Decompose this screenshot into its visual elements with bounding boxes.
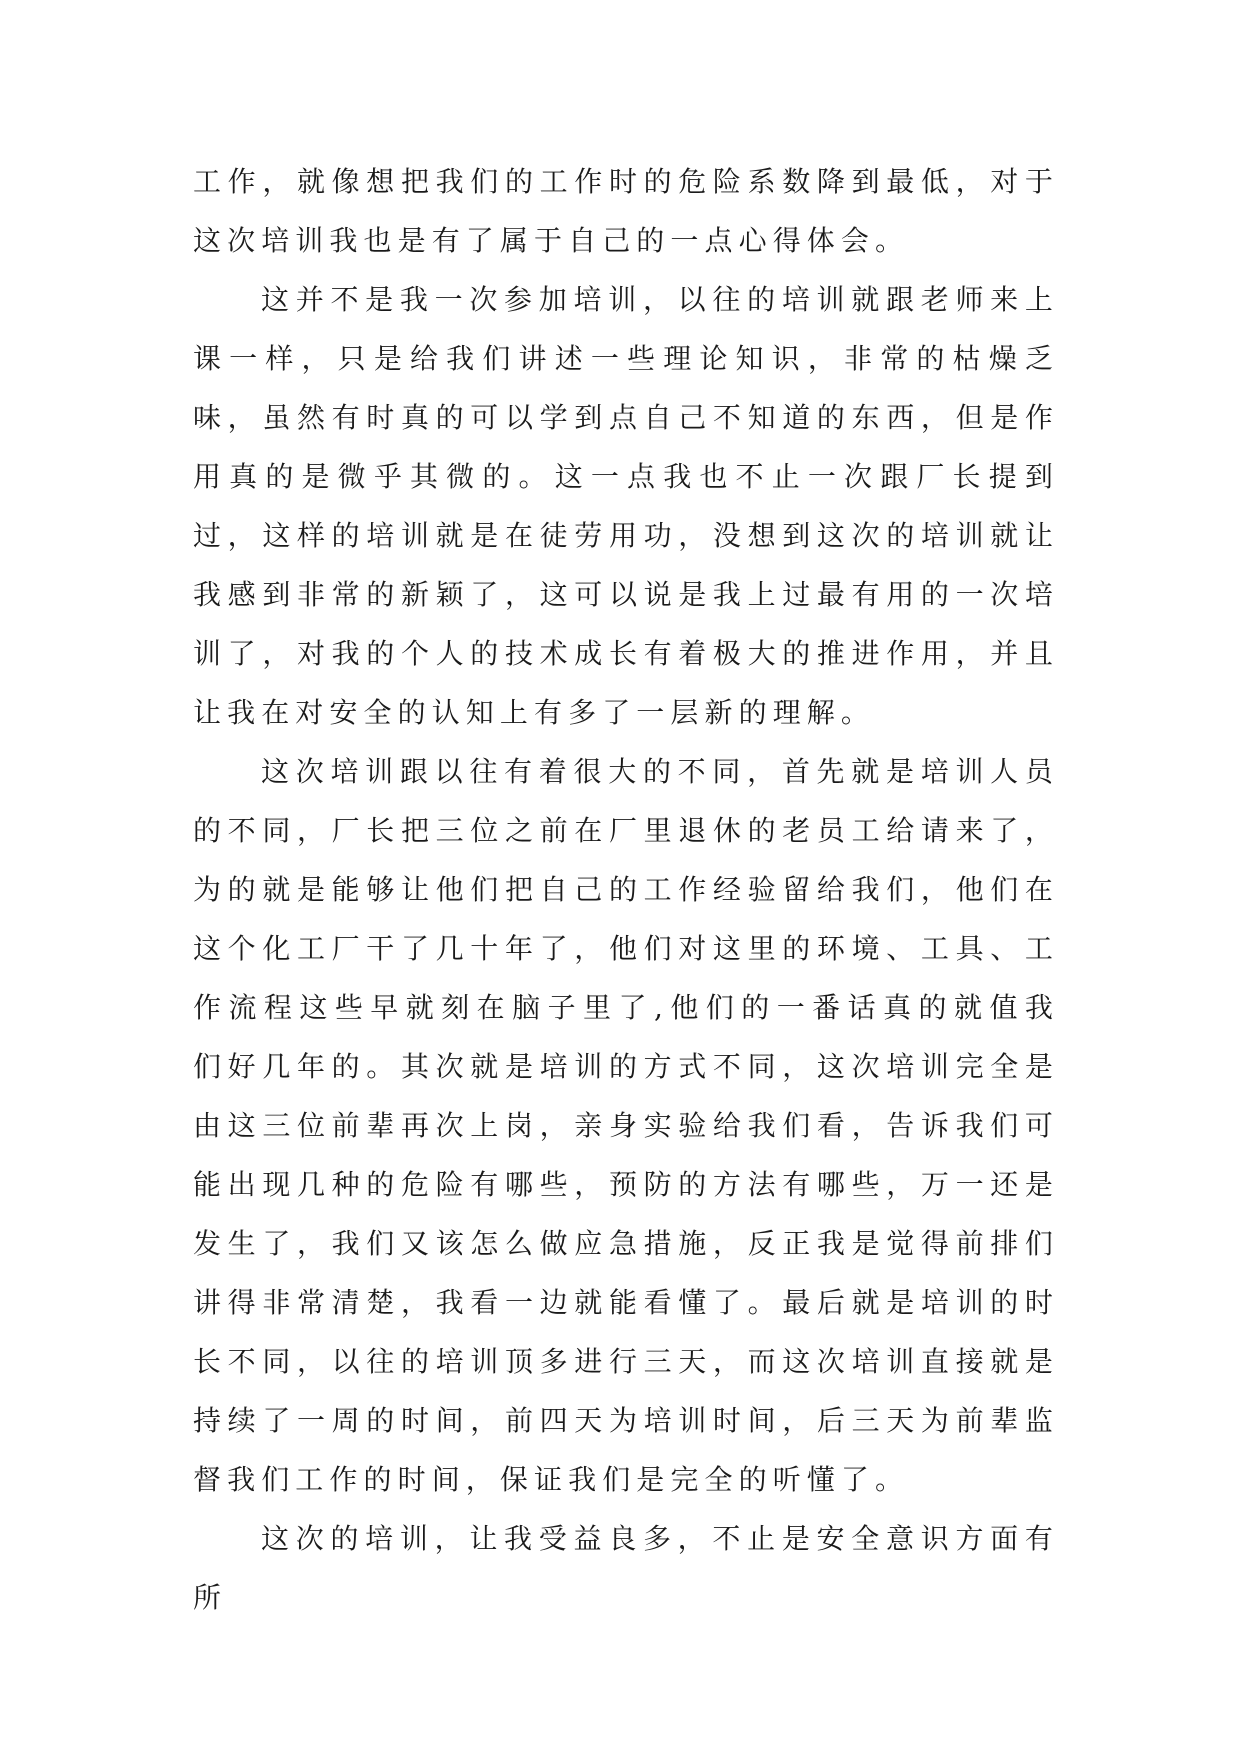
- paragraph-4: 这次的培训，让我受益良多，不止是安全意识方面有所: [193, 1522, 1059, 1614]
- paragraph-2: 这并不是我一次参加培训，以往的培训就跟老师来上课一样，只是给我们讲述一些理论知识，非常的枯燥乏味，虽然有时真的可以学到点自己不知道的东西，但是作用真的是微乎其微的。这一点我也不止一次跟厂长提到过，这样的培训就是在徒劳用功，没想到这次的培训就让我感到非常的新颖了，这可以说是我上过最有用的一次培训了，对我的个人的技术成长有着极大的推进作用，并且让我在对安全的认知上有多了一层新的理解。: [193, 283, 1059, 729]
- paragraph-1: 工作，就像想把我们的工作时的危险系数降到最低，对于这次培训我也是有了属于自己的一点心得体会。: [193, 165, 1059, 257]
- paragraph-3: 这次培训跟以往有着很大的不同，首先就是培训人员的不同，厂长把三位之前在厂里退休的老员工给请来了，为的就是能够让他们把自己的工作经验留给我们，他们在这个化工厂干了几十年了，他们对这里的环境、工具、工作流程这些早就刻在脑子里了,他们的一番话真的就值我们好几年的。其次就是培训的方式不同，这次培训完全是由这三位前辈再次上岗，亲身实验给我们看，告诉我们可能出现几种的危险有哪些，预防的方法有哪些，万一还是发生了，我们又该怎么做应急措施，反正我是觉得前排们讲得非常清楚，我看一边就能看懂了。最后就是培训的时长不同，以往的培训顶多进行三天，而这次培训直接就是持续了一周的时间，前四天为培训时间，后三天为前辈监督我们工作的时间，保证我们是完全的听懂了。: [193, 755, 1059, 1496]
- document-body: [193, 152, 1059, 1627]
